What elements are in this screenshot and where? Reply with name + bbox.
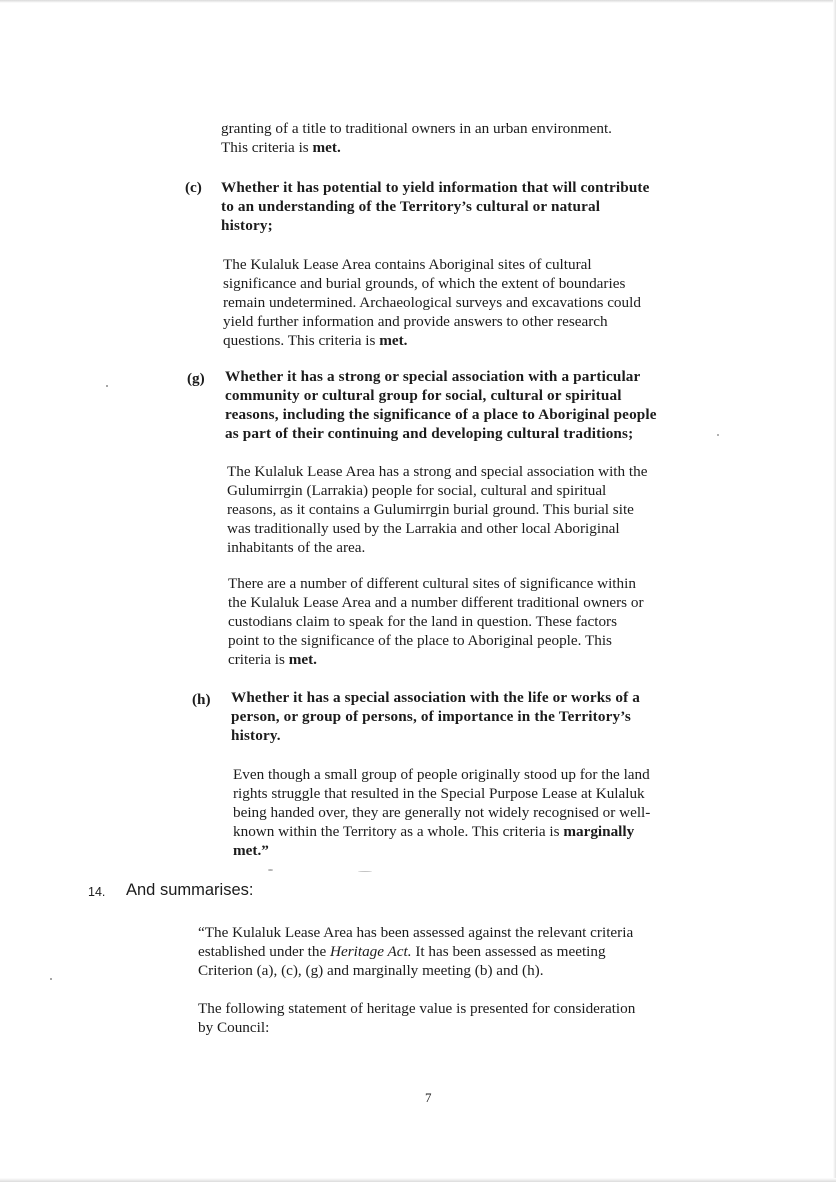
criterion-g-body-1-line: Gulumirrgin (Larrakia) people for social, cultural and spiritual [227,482,607,499]
criterion-g-label: (g) [187,370,205,387]
criterion-g-body-1-line: inhabitants of the area. [227,539,366,556]
paragraph-14-number: 14. [88,885,106,899]
summary-quote-1-line: “The Kulaluk Lease Area has been assessed against the relevant criteria [198,924,634,941]
scan-edge-top [0,0,836,3]
criterion-c-body [223,255,783,350]
criterion-c-heading-line: history; [221,217,273,234]
criterion-c-heading-line: to an understanding of the Territory’s cultural or natural [221,198,601,215]
criterion-c-body-line: significance and burial grounds, of which the extent of boundaries [223,275,626,292]
criterion-h-heading [231,688,791,745]
criterion-g-body-1-line: was traditionally used by the Larrakia and other local Aboriginal [227,520,620,537]
intro-line-2-text: This criteria is [221,139,313,156]
criterion-g-body-1-line: reasons, as it contains a Gulumirrgin burial ground. This burial site [227,501,634,518]
criterion-g-body-2-line: custodians claim to speak for the land in question. These factors [228,613,618,630]
intro-paragraph [221,119,781,157]
intro-met-verdict: met. [312,139,341,156]
criterion-c-met-verdict: met. [379,332,408,349]
scan-edge-bottom [0,1178,836,1182]
criterion-g-body-2-line: There are a number of different cultural sites of significance within [228,575,636,592]
intro-line-1: granting of a title to traditional owners in an urban environment. [221,120,612,137]
criterion-g-heading-line: Whether it has a strong or special association with a particular [225,368,641,385]
scan-speck [268,869,273,871]
summary-quote-1-line-2-pre: established under the [198,943,331,960]
summary-quote-2-line: by Council: [198,1019,270,1036]
criterion-h-body-line-5 [233,841,793,860]
scan-speck [358,871,372,872]
criterion-h-body-line: Even though a small group of people originally stood up for the land [233,766,650,783]
criterion-h-line-4-text: known within the Territory as a whole. This criteria is [233,823,564,840]
scan-speck [50,978,52,980]
criterion-g-heading-line: as part of their continuing and developing cultural traditions; [225,425,634,442]
summary-quote-2-line: The following statement of heritage value is presented for consideration [198,1000,636,1017]
criterion-c-heading-line: Whether it has potential to yield information that will contribute [221,179,650,196]
criterion-g-body-1-line: The Kulaluk Lease Area has a strong and special association with the [227,463,648,480]
summary-quote-1-line: Criterion (a), (c), (g) and marginally meeting (b) and (h). [198,962,544,979]
criterion-c-body-line: The Kulaluk Lease Area contains Aboriginal sites of cultural [223,256,592,273]
criterion-c-body-last-line [223,331,783,350]
criterion-g-heading [225,367,785,443]
criterion-g-body-2-last-line [228,650,788,669]
summary-quote-1-line-2-post: It has been assessed as meeting [411,943,606,960]
criterion-c-last-text: questions. This criteria is [223,332,380,349]
criterion-g-body-2-line: the Kulaluk Lease Area and a number different traditional owners or [228,594,644,611]
criterion-g-body-2 [228,574,788,669]
summary-quote-1-line-2 [198,942,758,961]
criterion-h-label: (h) [192,691,211,708]
criterion-g-body-1 [227,462,787,557]
criterion-c-heading [221,178,781,235]
criterion-g-heading-line: reasons, including the significance of a place to Aboriginal people [225,406,657,423]
criterion-g-met-verdict: met. [288,651,317,668]
criterion-g-body-2-line: point to the significance of the place to Aboriginal people. This [228,632,612,649]
criterion-c-body-line: yield further information and provide answers to other research [223,313,608,330]
criterion-g-heading-line: community or cultural group for social, cultural or spiritual [225,387,622,404]
criterion-h-marginally: marginally [563,823,635,840]
criterion-h-heading-line: Whether it has a special association with the life or works of a [231,689,640,706]
criterion-h-body-line: being handed over, they are generally not widely recognised or well- [233,804,651,821]
scan-speck [717,434,719,436]
criterion-g-last-text: criteria is [228,651,289,668]
page-number: 7 [425,1090,432,1105]
criterion-h-heading-line: person, or group of persons, of importance in the Territory’s [231,708,631,725]
scan-speck [106,385,108,387]
summary-quote-2 [198,999,758,1037]
criterion-h-heading-line: history. [231,727,281,744]
criterion-c-body-line: remain undetermined. Archaeological surveys and excavations could [223,294,641,311]
criterion-h-met-verdict: met.” [233,842,269,859]
summary-quote-1 [198,923,758,980]
intro-line-2 [221,138,781,157]
paragraph-14-text: And summarises: [126,881,254,899]
criterion-h-body-line: rights struggle that resulted in the Special Purpose Lease at Kulaluk [233,785,645,802]
heritage-act-title: Heritage Act. [330,943,412,960]
criterion-h-body-line-4 [233,822,793,841]
criterion-c-label: (c) [185,179,202,196]
criterion-h-body [233,765,793,860]
